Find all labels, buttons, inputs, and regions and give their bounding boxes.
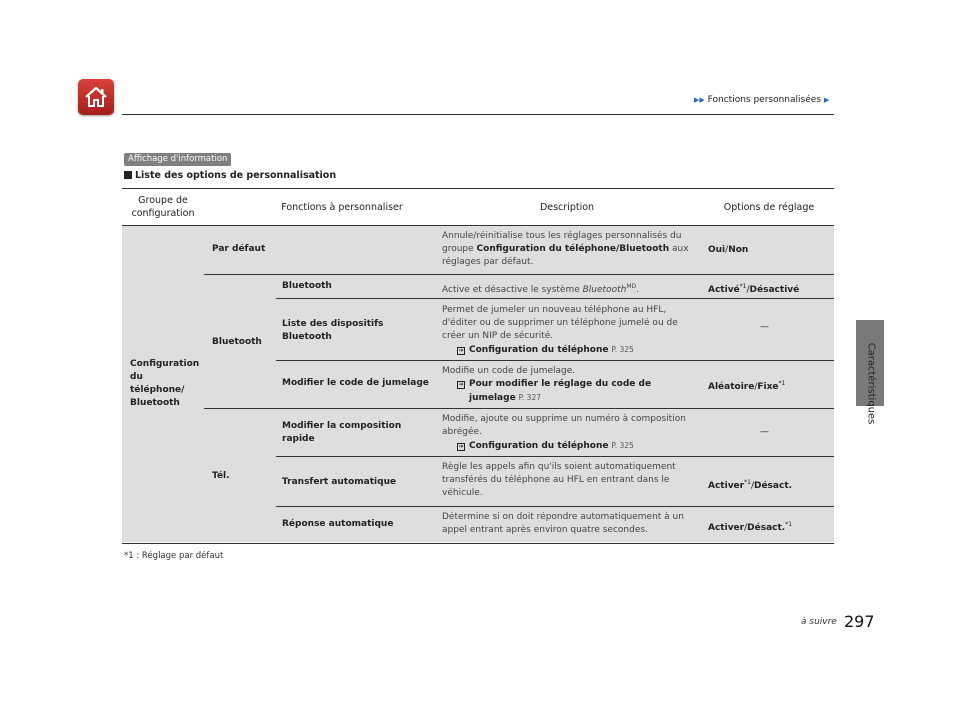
cross-reference-arrow-icon: ➔ [458,347,464,354]
subgroup-tel: Tél. [212,471,230,481]
breadcrumb-label: Fonctions personnalisées [707,95,821,105]
cross-reference-link[interactable]: ➔ Configuration du téléphone P. 325 [458,441,634,451]
option-code-jumelage: Aléatoire/Fixe$^{*1}$ [708,380,786,392]
cross-reference-link[interactable]: ➔ Pour modifier le réglage du code de [458,379,652,389]
description-par-defaut: Annule/réinitialise tous les réglages personnalisés du groupe Configuration du téléphone/Bluetooth aux réglages par défaut. [442,231,689,267]
square-bullet-icon [124,171,132,179]
column-header-functions: Fonctions à personnaliser [281,202,403,213]
function-transfert-automatique: Transfert automatique [282,477,397,487]
subgroup-bluetooth: Bluetooth [212,337,262,347]
column-header-description: Description [539,202,595,213]
option-bluetooth: Activé$^{*1}$/Désactivé [708,283,800,295]
description-bluetooth: Active et désactive le système Bluetooth$^{MD}$. [442,283,639,295]
description-liste-dispositifs: Permet de jumeler un nouveau téléphone au HFL, d'éditer ou de supprimer un téléphone jumelé ou de créer un NIP de sécurité. ➔ Configuration du téléphone P. 325 [442,305,678,355]
settings-table [122,188,834,544]
triangle-right-icon: ▶ [823,96,830,104]
option-reponse-automatique: Activer/Désact.$^{*1}$ [708,521,793,533]
function-par-defaut: Par défaut [212,244,266,254]
option-composition-rapide: — [760,427,769,437]
home-icon [83,85,109,109]
option-par-defaut: Oui/Non [708,245,749,255]
column-header-options: Options de réglage [723,202,815,213]
description-code-jumelage: Modifie un code de jumelage. ➔ Pour modifier le réglage du code de jumelage P. 327 [442,366,652,403]
chapter-label: Caractéristiques [865,342,877,425]
triangle-right-icon: ▶▶ [694,96,705,104]
function-bluetooth: Bluetooth [282,281,332,291]
cross-reference-arrow-icon: ➔ [458,443,464,450]
header-divider [122,114,834,115]
home-button[interactable] [78,79,114,115]
description-composition-rapide: Modifie, ajoute ou supprime un numéro à composition abrégée. ➔ Configuration du téléphone P. 325 [442,414,686,451]
group-cell: Configuration du téléphone/ Bluetooth [130,359,200,408]
section-tag: Affichage d'information [124,153,231,166]
function-composition-rapide: Modifier la composition rapide [282,421,402,444]
continued-label: à suivre [801,617,837,627]
footnote: *1 : Réglage par défaut [124,551,224,561]
option-liste-dispositifs: — [760,322,769,332]
cross-reference-link[interactable]: ➔ Configuration du téléphone P. 325 [458,345,634,355]
breadcrumb[interactable] [694,95,829,105]
column-header-group: Groupe de configuration [131,195,195,219]
function-reponse-automatique: Réponse automatique [282,519,394,529]
function-liste-dispositifs: Liste des dispositifs Bluetooth [282,319,384,342]
cross-reference-arrow-icon: ➔ [458,381,464,388]
page-number: 297 [844,612,875,631]
section-title: Liste des options de personnalisation [124,170,336,181]
function-code-jumelage: Modifier le code de jumelage [282,378,429,388]
description-reponse-automatique: Détermine si on doit répondre automatiquement à un appel entrant après environ quatre secondes. [442,512,684,535]
description-transfert-automatique: Règle les appels afin qu'ils soient automatiquement transférés du téléphone au HFL en entrant dans le véhicule. [442,462,676,498]
option-transfert-automatique: Activer$^{*1}$/Désact. [708,479,793,491]
